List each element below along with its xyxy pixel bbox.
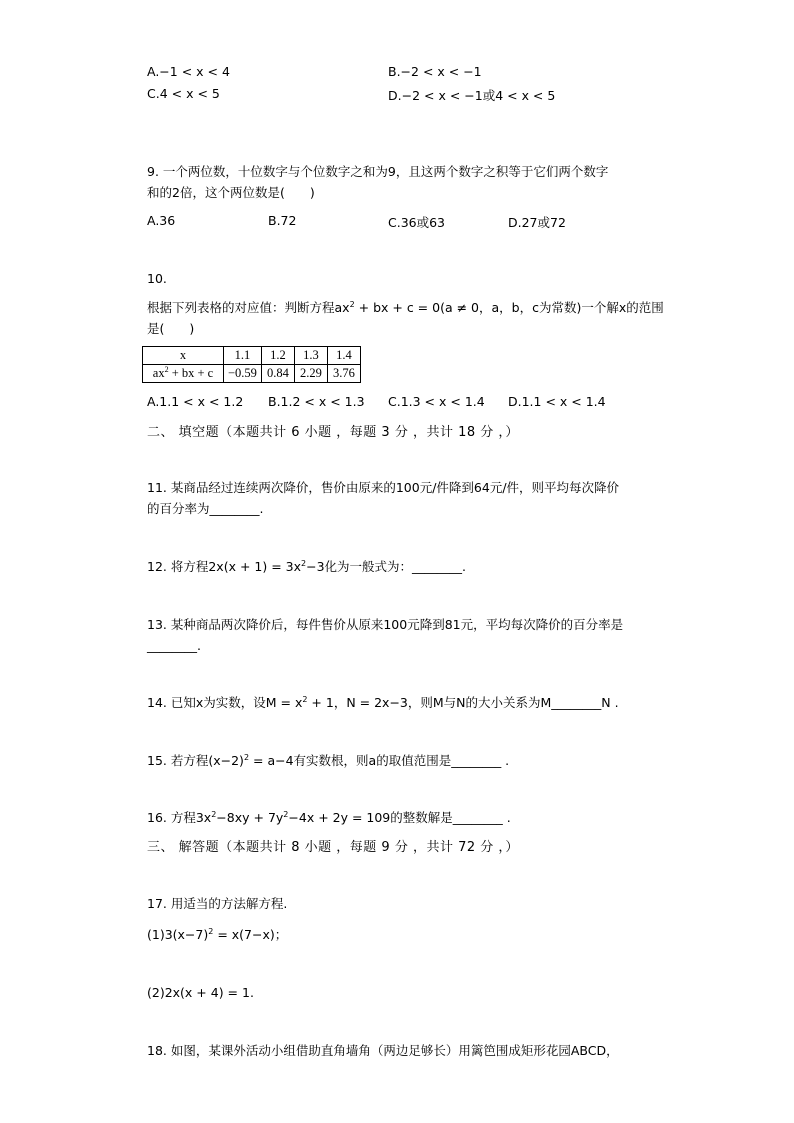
table-header-x: x: [143, 347, 224, 365]
q18-stem-line1: 18. 如图，某课外活动小组借助直角墙角（两边足够长）用篱笆围成矩形花园ABCD，: [147, 1043, 619, 1058]
table-row: [143, 365, 361, 383]
q9-option-a: A.36: [147, 213, 176, 228]
q8-option-d: D.−2 < x < −1或4 < x < 5: [388, 88, 556, 103]
q17-part2: (2)2x(x + 4) = 1.: [147, 985, 254, 1000]
table-cell: 1.2: [261, 347, 294, 365]
q10-option-b: B.1.2 < x < 1.3: [268, 394, 365, 409]
q10-number: 10.: [147, 271, 167, 286]
q9-stem-line2: 和的2倍，这个两位数是( ): [147, 185, 315, 200]
q11-stem-line1: 11. 某商品经过连续两次降价，售价由原来的100元/件降到64元/件，则平均每次降价: [147, 480, 620, 495]
table-header-expression: $ax^2$ + bx + c: [143, 365, 224, 383]
q10-option-c: C.1.3 < x < 1.4: [388, 394, 485, 409]
table-cell: 0.84: [261, 365, 294, 383]
q12-stem: 12. 将方程$2x(x + 1) = 3x^2-3$化为一般式为：________.: [147, 559, 466, 574]
q8-option-c: C.4 < x < 5: [147, 86, 220, 101]
q10-value-table: [142, 346, 361, 383]
q10-stem-line1: 根据下列表格的对应值：判断方程$ax^2$ + bx + c = 0(a ≠ 0，a，b，c为常数)一个解x的范围: [147, 300, 664, 315]
table-cell: 1.1: [224, 347, 262, 365]
section-heading-solve: 三、 解答题（本题共计 8 小题 ，每题 9 分 ，共计 72 分 ，）: [147, 840, 519, 855]
table-cell: 1.4: [327, 347, 360, 365]
table-cell: −0.59: [224, 365, 262, 383]
section-heading-fill-in: 二、 填空题（本题共计 6 小题 ，每题 3 分 ，共计 18 分 ，）: [147, 425, 519, 440]
table-cell: 2.29: [294, 365, 327, 383]
q9-option-c: C.36或63: [388, 215, 446, 230]
q8-option-b: B.−2 < x < −1: [388, 64, 482, 79]
table-cell: 3.76: [327, 365, 360, 383]
q15-stem: 15. 若方程$(x-2)^2 = a-4$有实数根，则a的取值范围是________ .: [147, 753, 510, 768]
q13-stem-line1: 13. 某种商品两次降价后，每件售价从原来100元降到81元，平均每次降价的百分率是: [147, 617, 624, 632]
q13-stem-line2: ________.: [147, 638, 201, 653]
q10-stem-line2: 是( ): [147, 321, 195, 336]
q9-option-b: B.72: [268, 213, 297, 228]
table-row: [143, 347, 361, 365]
q10-option-a: A.1.1 < x < 1.2: [147, 394, 244, 409]
q14-stem: 14. 已知x为实数，设$M = x^2 + 1$，N = 2x−3，则M与N的大小关系为M________N .: [147, 695, 619, 710]
table-cell: 1.3: [294, 347, 327, 365]
q17-title: 17. 用适当的方法解方程.: [147, 896, 288, 911]
q8-option-a: A.−1 < x < 4: [147, 64, 230, 79]
q9-stem-line1: 9. 一个两位数，十位数字与个位数字之和为9，且这两个数字之积等于它们两个数字: [147, 164, 609, 179]
q11-stem-line2: 的百分率为________.: [147, 501, 264, 516]
q10-option-d: D.1.1 < x < 1.4: [508, 394, 606, 409]
q16-stem: 16. 方程$3x^2-8xy + 7y^2-4x + 2y = 109$的整数解是________ .: [147, 810, 511, 825]
q9-option-d: D.27或72: [508, 215, 566, 230]
q17-part1: $(1)3(x-7)^2 = x(7-x)$；: [147, 927, 288, 942]
